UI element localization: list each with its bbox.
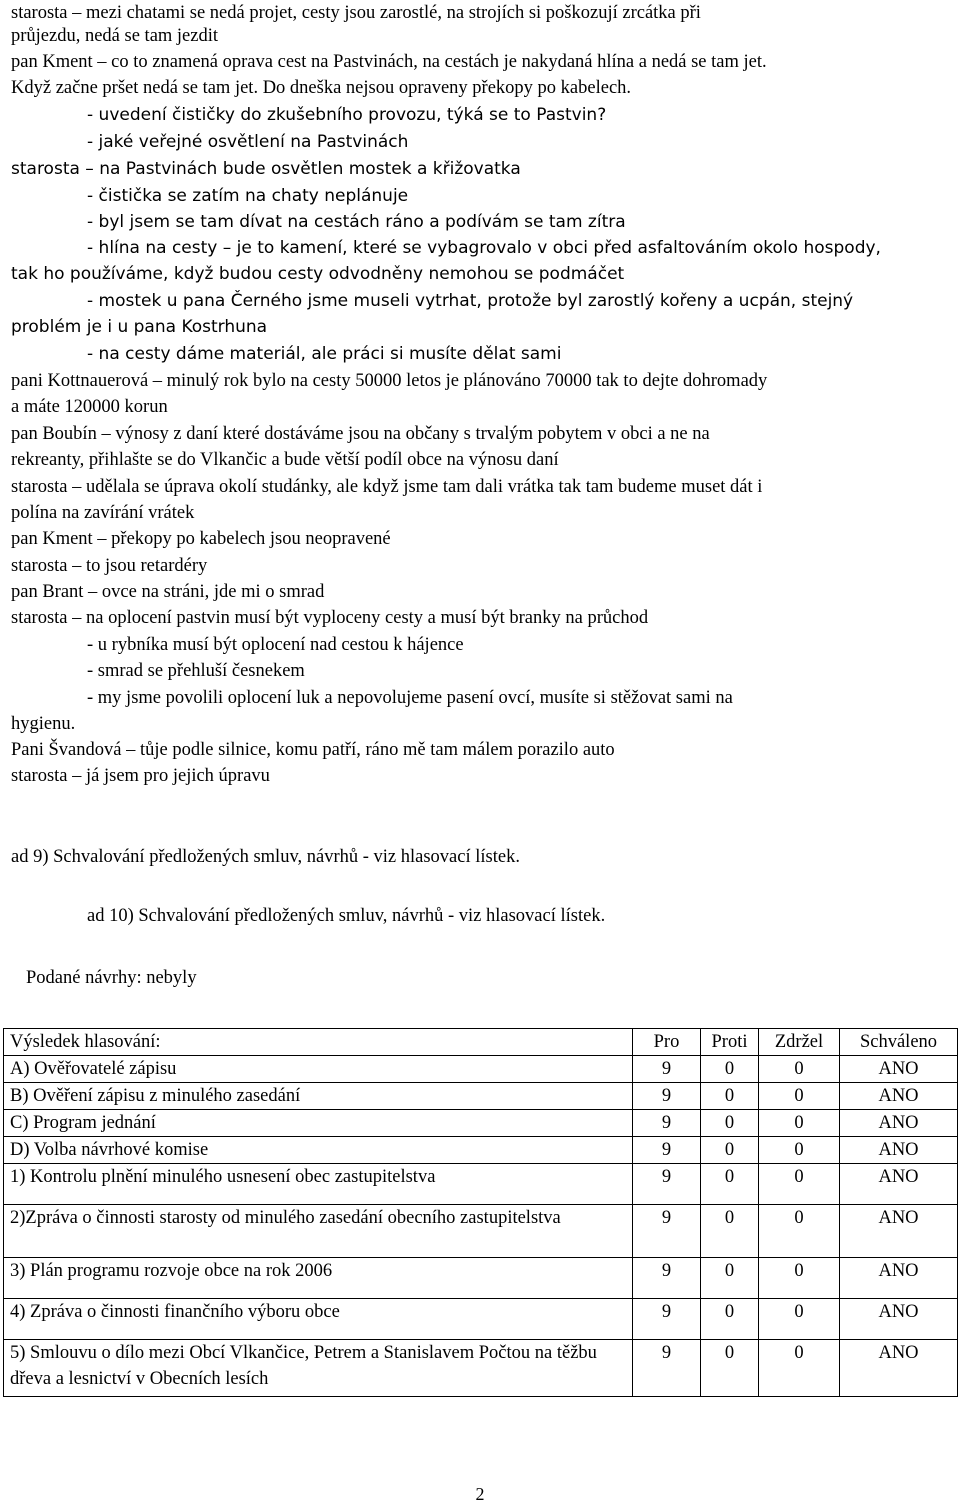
- header-cell: Zdržel: [759, 1029, 840, 1056]
- text-line: starosta – udělala se úprava okolí studánky, ale když jsme tam dali vrátka tak tam budeme muset dát i: [11, 477, 763, 497]
- pro-cell: 9: [633, 1299, 701, 1340]
- schvaleno-cell: ANO: [840, 1137, 958, 1164]
- text-line: - uvedení čističky do zkušebního provozu, týká se to Pastvin?: [87, 105, 607, 125]
- item-cell: B) Ověření zápisu z minulého zasedání: [4, 1083, 633, 1110]
- table-row: [4, 1137, 958, 1164]
- header-cell: Pro: [633, 1029, 701, 1056]
- schvaleno-cell: ANO: [840, 1258, 958, 1299]
- text-line: rekreanty, přihlašte se do Vlkančic a bude větší podíl obce na výnosu daní: [11, 450, 559, 470]
- text-line: tak ho používáme, když budou cesty odvodněny nemohou se podmáčet: [11, 264, 625, 284]
- zdrzel-cell: 0: [759, 1110, 840, 1137]
- text-line: - hlína na cesty – je to kamení, které se vybagrovalo v obci před asfaltováním okolo hospody,: [87, 238, 881, 258]
- text-line: - smrad se přehluší česnekem: [87, 661, 305, 681]
- text-line: polína na zavírání vrátek: [11, 503, 195, 523]
- text-line: pan Brant – ovce na stráni, jde mi o smrad: [11, 582, 325, 602]
- text-line: pan Kment – co to znamená oprava cest na Pastvinách, na cestách je nakydaná hlína a nedá se tam jet.: [11, 52, 767, 72]
- agenda-item-ad10: ad 10) Schvalování předložených smluv, návrhů - viz hlasovací lístek.: [87, 906, 606, 926]
- zdrzel-cell: 0: [759, 1137, 840, 1164]
- text-line: starosta – na oplocení pastvin musí být vyploceny cesty a musí být branky na průchod: [11, 608, 649, 628]
- text-line: pani Kottnauerová – minulý rok bylo na cesty 50000 letos je plánováno 70000 tak to dejte dohromady: [11, 371, 768, 391]
- submitted-proposals: Podané návrhy: nebyly: [26, 968, 197, 988]
- text-line: starosta – já jsem pro jejich úpravu: [11, 766, 270, 786]
- item-cell: 1) Kontrolu plnění minulého usnesení obec zastupitelstva: [4, 1164, 633, 1205]
- schvaleno-cell: ANO: [840, 1299, 958, 1340]
- schvaleno-cell: ANO: [840, 1110, 958, 1137]
- pro-cell: 9: [633, 1083, 701, 1110]
- proti-cell: 0: [701, 1137, 759, 1164]
- pro-cell: 9: [633, 1205, 701, 1258]
- schvaleno-cell: ANO: [840, 1205, 958, 1258]
- header-cell: Výsledek hlasování:: [4, 1029, 633, 1056]
- table-row: [4, 1205, 958, 1258]
- pro-cell: 9: [633, 1056, 701, 1083]
- table-row: [4, 1056, 958, 1083]
- table-row: [4, 1340, 958, 1397]
- text-line: problém je i u pana Kostrhuna: [11, 317, 268, 337]
- text-line: pan Boubín – výnosy z daní které dostáváme jsou na občany s trvalým pobytem v obci a ne na: [11, 424, 710, 444]
- proti-cell: 0: [701, 1258, 759, 1299]
- text-line: a máte 120000 korun: [11, 397, 168, 417]
- proti-cell: 0: [701, 1164, 759, 1205]
- pro-cell: 9: [633, 1110, 701, 1137]
- schvaleno-cell: ANO: [840, 1164, 958, 1205]
- voting-results-table: [3, 1028, 958, 1397]
- item-cell: 3) Plán programu rozvoje obce na rok 2006: [4, 1258, 633, 1299]
- text-line: průjezdu, nedá se tam jezdit: [11, 26, 219, 46]
- table-row: [4, 1258, 958, 1299]
- pro-cell: 9: [633, 1340, 701, 1397]
- text-line: - my jsme povolili oplocení luk a nepovolujeme pasení ovcí, musíte si stěžovat sami na: [87, 688, 733, 708]
- zdrzel-cell: 0: [759, 1258, 840, 1299]
- header-cell: Schváleno: [840, 1029, 958, 1056]
- table-header-row: [4, 1029, 958, 1056]
- item-cell: C) Program jednání: [4, 1110, 633, 1137]
- zdrzel-cell: 0: [759, 1083, 840, 1110]
- proti-cell: 0: [701, 1110, 759, 1137]
- pro-cell: 9: [633, 1164, 701, 1205]
- text-line: - čistička se zatím na chaty neplánuje: [87, 186, 409, 206]
- pro-cell: 9: [633, 1258, 701, 1299]
- table-row: [4, 1164, 958, 1205]
- proti-cell: 0: [701, 1205, 759, 1258]
- text-line: pan Kment – překopy po kabelech jsou neopravené: [11, 529, 391, 549]
- zdrzel-cell: 0: [759, 1340, 840, 1397]
- item-cell: 4) Zpráva o činnosti finančního výboru obce: [4, 1299, 633, 1340]
- schvaleno-cell: ANO: [840, 1056, 958, 1083]
- zdrzel-cell: 0: [759, 1299, 840, 1340]
- text-line: - mostek u pana Černého jsme museli vytrhat, protože byl zarostlý kořeny a ucpán, stejný: [87, 291, 854, 311]
- text-line: Pani Švandová – tůje podle silnice, komu patří, ráno mě tam málem porazilo auto: [11, 740, 615, 760]
- item-cell: D) Volba návrhové komise: [4, 1137, 633, 1164]
- proti-cell: 0: [701, 1299, 759, 1340]
- text-line: - byl jsem se tam dívat na cestách ráno a podívám se tam zítra: [87, 212, 626, 232]
- agenda-item-ad9: ad 9) Schvalování předložených smluv, návrhů - viz hlasovací lístek.: [11, 847, 520, 867]
- proti-cell: 0: [701, 1083, 759, 1110]
- header-cell: Proti: [701, 1029, 759, 1056]
- text-line: - jaké veřejné osvětlení na Pastvinách: [87, 132, 409, 152]
- proti-cell: 0: [701, 1340, 759, 1397]
- item-cell: 5) Smlouvu o dílo mezi Obcí Vlkančice, Petrem a Stanislavem Počtou na těžbu dřeva a lesnictví v Obecních lesích: [4, 1340, 633, 1397]
- table-row: [4, 1083, 958, 1110]
- text-line: Když začne pršet nedá se tam jet. Do dneška nejsou opraveny překopy po kabelech.: [11, 78, 632, 98]
- schvaleno-cell: ANO: [840, 1340, 958, 1397]
- pro-cell: 9: [633, 1137, 701, 1164]
- text-line: starosta – mezi chatami se nedá projet, cesty jsou zarostlé, na strojích si poškozují zrcátka při: [11, 3, 701, 23]
- text-line: - na cesty dáme materiál, ale práci si musíte dělat sami: [87, 344, 562, 364]
- item-cell: A) Ověřovatelé zápisu: [4, 1056, 633, 1083]
- text-line: hygienu.: [11, 714, 76, 734]
- proti-cell: 0: [701, 1056, 759, 1083]
- schvaleno-cell: ANO: [840, 1083, 958, 1110]
- item-cell: 2)Zpráva o činnosti starosty od minulého zasedání obecního zastupitelstva: [4, 1205, 633, 1258]
- zdrzel-cell: 0: [759, 1056, 840, 1083]
- text-line: starosta – to jsou retardéry: [11, 556, 208, 576]
- table-row: [4, 1299, 958, 1340]
- text-line: starosta – na Pastvinách bude osvětlen mostek a křižovatka: [11, 159, 521, 179]
- text-line: - u rybníka musí být oplocení nad cestou k hájence: [87, 635, 464, 655]
- zdrzel-cell: 0: [759, 1205, 840, 1258]
- page-number: 2: [475, 1484, 485, 1504]
- zdrzel-cell: 0: [759, 1164, 840, 1205]
- table-row: [4, 1110, 958, 1137]
